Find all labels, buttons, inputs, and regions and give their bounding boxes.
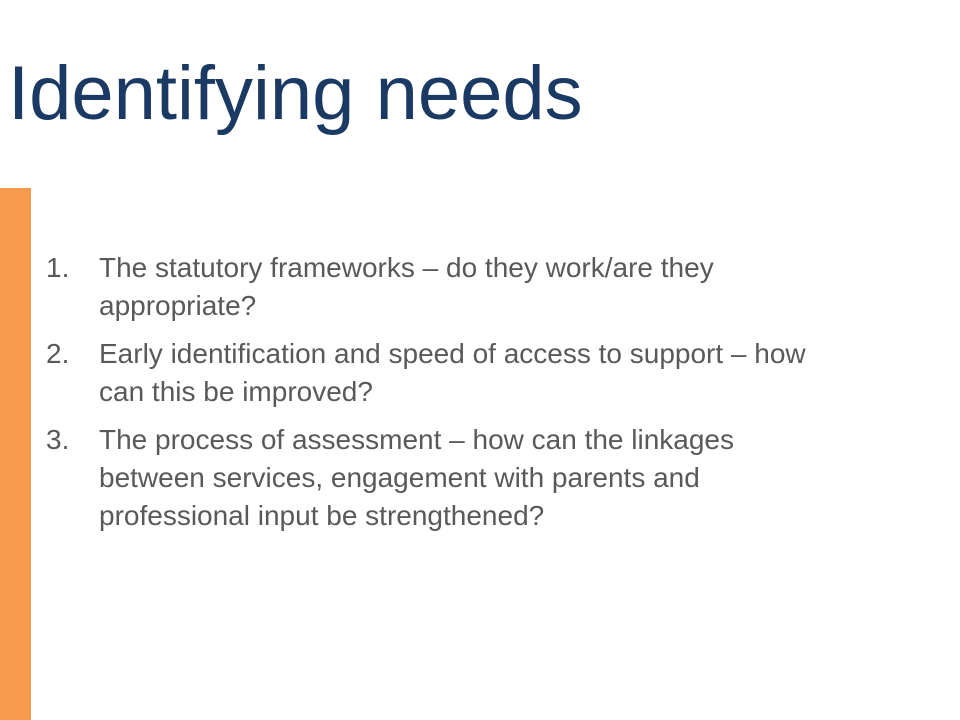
slide-title: Identifying needs — [8, 51, 583, 136]
list-item-text: The statutory frameworks – do they work/are they appropriate? — [99, 252, 714, 321]
numbered-list — [46, 249, 846, 545]
list-item-number: 2. — [46, 338, 70, 369]
list-item-text: The process of assessment – how can the linkages between services, engagement with parents and professional input be strengthened? — [99, 424, 735, 531]
list-item — [46, 421, 846, 535]
list-item-text: Early identification and speed of access to support – how can this be improved? — [99, 338, 806, 407]
list-item — [46, 249, 846, 325]
list-item-number: 3. — [46, 424, 70, 455]
accent-bar — [0, 188, 31, 720]
list-item — [46, 335, 846, 411]
list-item-number: 1. — [46, 252, 70, 283]
